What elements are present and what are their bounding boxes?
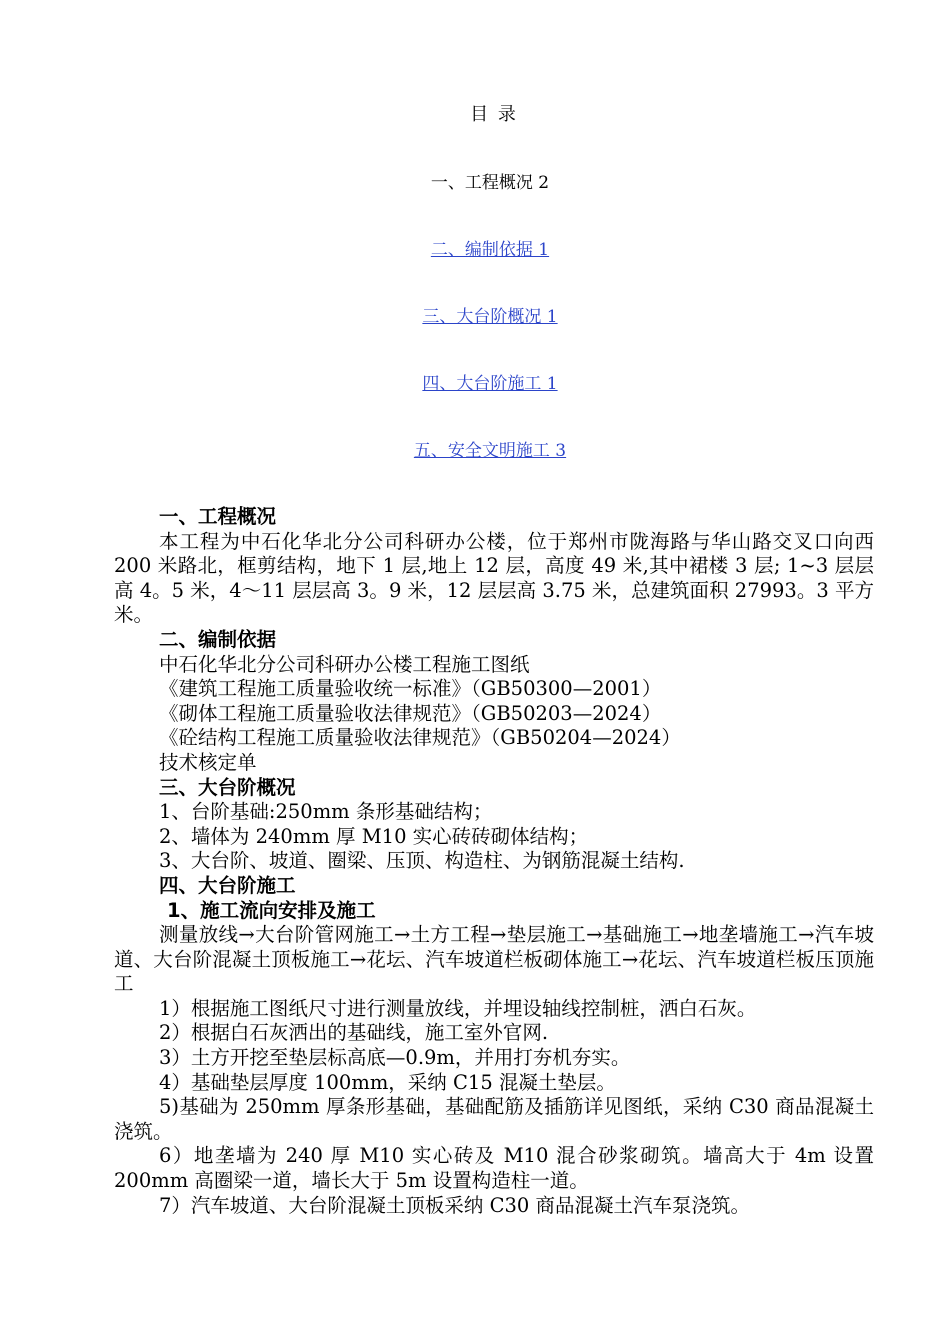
toc-item-3[interactable] [0, 302, 950, 327]
document-body [114, 505, 874, 1218]
section-heading-1: 一、工程概况 [159, 505, 277, 528]
construction-flow: 测量放线→大台阶管网施工→土方工程→垫层施工→基础施工→地垄墙施工→汽车坡道、大台阶混凝土顶板施工→花坛、汽车坡道栏板砌体施工→花坛、汽车坡道栏板压顶施工 [114, 923, 874, 996]
step-item: 1）根据施工图纸尺寸进行测量放线，并埋设轴线控制桩，洒白石灰。 [159, 996, 757, 1020]
step-item: 2）根据白石灰洒出的基础线，施工室外官网. [159, 1021, 549, 1045]
section-1-paragraph: 本工程为中石化华北分公司科研办公楼，位于郑州市陇海路与华山路交叉口向西 200 米路北，框剪结构，地下 1 层,地上 12 层，高度 49 米,其中裙楼 3 层; 1~3 层层高 4。5 米，4～11 层层高 3。9 米，12 层层高 3.75 米，总建筑面积 27993。3 平方米。 [114, 529, 874, 627]
toc-link-5[interactable]: 五、安全文明施工 3 [413, 441, 567, 461]
section-heading-4: 四、大台阶施工 [159, 873, 296, 897]
step-item: 3）土方开挖至垫层标高底—0.9m，并用打夯机夯实。 [159, 1046, 631, 1070]
step-item: 7）汽车坡道、大台阶混凝土顶板采纳 C30 商品混凝土汽车泵浇筑。 [159, 1193, 751, 1217]
basis-item: 《建筑工程施工质量验收统一标准》（GB50300—2001） [159, 677, 662, 701]
step-item: 5)基础为 250mm 厚条形基础，基础配筋及插筋详见图纸，采纳 C30 商品混凝土浇筑。 [114, 1095, 874, 1143]
toc-item-1: 一、工程概况 2 [430, 173, 550, 193]
subsection-heading: 1、施工流向安排及施工 [167, 898, 376, 922]
section-heading-2: 二、编制依据 [159, 627, 277, 651]
step-item: 6）地垄墙为 240 厚 M10 实心砖及 M10 混合砂浆砌筑。墙高大于 4m 设置 200mm 高圈梁一道，墙长大于 5m 设置构造柱一道。 [114, 1144, 874, 1193]
section-heading-3: 三、大台阶概况 [159, 775, 296, 799]
toc-title: 目 录 [470, 104, 518, 125]
overview-item: 3、大台阶、坡道、圈梁、压顶、构造柱、为钢筋混凝土结构. [159, 849, 685, 873]
toc-link-2[interactable]: 二、编制依据 1 [430, 240, 550, 260]
toc-item-5[interactable] [0, 436, 950, 461]
toc-link-4[interactable]: 四、大台阶施工 1 [422, 374, 558, 394]
toc-item-4[interactable] [0, 369, 950, 394]
basis-item: 技术核定单 [159, 750, 257, 774]
basis-item: 《砌体工程施工质量验收法律规范》（GB50203—2024） [159, 701, 662, 725]
basis-item: 中石化华北分公司科研办公楼工程施工图纸 [159, 652, 530, 676]
step-item: 4）基础垫层厚度 100mm，采纳 C15 混凝土垫层。 [159, 1070, 616, 1094]
overview-item: 2、墙体为 240mm 厚 M10 实心砖砖砌体结构； [159, 824, 589, 848]
toc-item-2[interactable] [0, 235, 950, 260]
toc-link-3[interactable]: 三、大台阶概况 1 [422, 307, 558, 327]
basis-item: 《砼结构工程施工质量验收法律规范》（GB50204—2024） [159, 726, 681, 750]
overview-item: 1、台阶基础:250mm 条形基础结构； [159, 800, 493, 824]
